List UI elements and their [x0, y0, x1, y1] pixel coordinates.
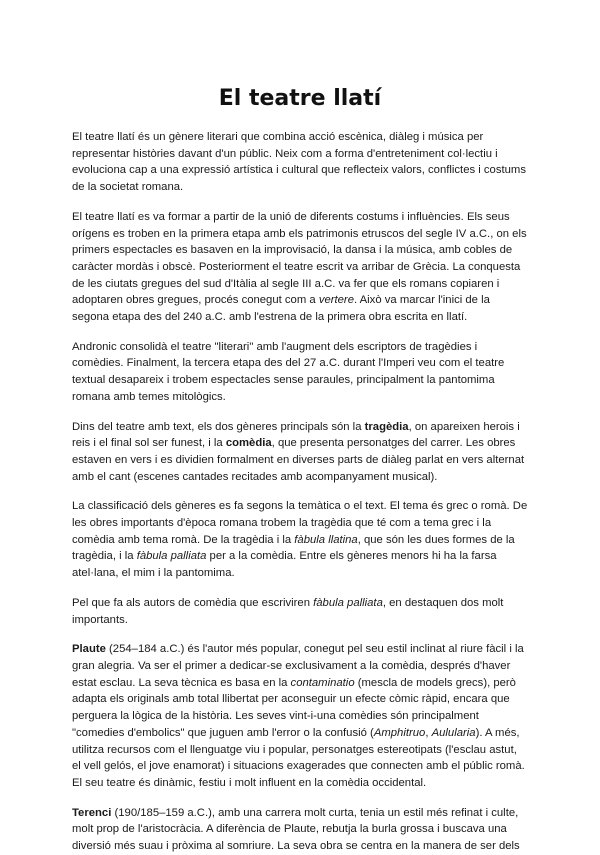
term-fabula-llatina: fàbula llatina: [294, 533, 358, 546]
author-terenci: Terenci: [72, 806, 112, 819]
paragraph-terenci: Terenci (190/185–159 a.C.), amb una carrera molt curta, tenia un estil més refinat i culte, molt prop de l'aristocràcia. A diferència de Plaute, rebutja la burla grossa i buscava una diversió més suau i pròxima al somriure. La seva obra se centra en la manera de ser dels: [72, 806, 520, 853]
work-aulularia: Aulularia: [431, 726, 476, 739]
term-fabula-palliata-2: fàbula palliata: [313, 596, 383, 609]
paragraph-classification: La classificació dels gèneres es fa segons la temàtica o el text. El tema és grec o romà. De les obres importants d'època romana trobem la tragèdia que té com a tema grec i la comèdia amb tema romà. De la tragèdia i la fàbula llatina, que són les dues formes de la tragèdia, i la fàbula palliata per a la comèdia. Entre els gèneres menors hi ha la farsa atel·lana, el mim i la pantomima.: [72, 500, 528, 580]
term-comedia: comèdia: [225, 437, 272, 450]
paragraph-plaute: Plaute (254–184 a.C.) és l'autor més popular, conegut pel seu estil inclinat al riure fàcil i la gran alegria. Va ser el primer a dedicar-se exclusivament a la comèdia, després d'haver estat esclau. La seva tècnica es basa en la contaminatio (mescla de models grecs), però adapta els originals amb total llibertat per aconseguir un efecte còmic ràpid, encara que perguera la lògica de la història. Les seves vint-i-una comèdies són principalment "comedies d'embolics" que juguen amb l'error o la confusió (Amphitruo, Aulularia). A més, utilitza recursos com el llenguatge viu i popular, personatges estereotipats (l'esclau astut, el vell gelós, el jove enamorat) i situacions exagerades que connecten amb el públic romà. El seu teatre és dinàmic, festiu i molt influent en la comèdia occidental.: [72, 643, 525, 789]
document-title: El teatre llatí: [218, 86, 382, 111]
paragraph-intro: El teatre llatí és un gènere literari que combina acció escènica, diàleg i música per representar històries davant d'un públic. Neix com a forma d'entreteniment col·lectiu i evoluciona cap a una expressió artística i cultural que reflecteix valors, conflictes i costums de la societat romana.: [72, 131, 526, 194]
term-contaminatio: contaminatio: [290, 676, 355, 689]
author-plaute: Plaute: [72, 643, 106, 656]
work-amphitruo: Amphitruo: [373, 726, 426, 739]
term-fabula-palliata: fàbula palliata: [136, 550, 207, 563]
term-tragedia: tragèdia: [364, 420, 409, 433]
term-vertere: vertere: [318, 294, 354, 307]
paragraph-andronic: Andronic consolidà el teatre "literari" amb l'augment dels escriptors de tragèdies i comèdies. Finalment, la tercera etapa des del 27 a.C. durant l'Imperi veu com el teatre textual desapareix i trobem espectacles sense paraules, principalment la pantomima romana amb temes mitològics.: [72, 340, 505, 403]
paragraph-origins: El teatre llatí es va formar a partir de la unió de diferents costums i influències. Els seus orígens es troben en la primera etapa amb els patrimonis etruscos del segle IV a.C., on els primers espectacles es basaven en la improvisació, la dansa i la música, amb cobles de caràcter mordàs i obscè. Posteriorment el teatre escrit va arribar de Grècia. La conquesta de les ciutats gregues del sud d'Itàlia al segle III a.C. va fer que els romans copiaren i adoptaren obres gregues, procés conegut com a vertere. Això va marcar l'inici de la segona etapa des del 240 a.C. amb l'estrena de la primera obra escrita en llatí.: [72, 210, 527, 324]
paragraph-genres: Dins del teatre amb text, els dos gèneres principals són la tragèdia, on apareixen herois i reis i el final sol ser funest, i la comèdia, que presenta personatges del carrer. Les obres estaven en vers i es dividien formalment en diverses parts de diàleg parlat en vers alternat amb el cant (escenes cantades recitades amb acompanyament musical).: [72, 420, 525, 483]
paragraph-authors: Pel que fa als autors de comèdia que escriviren fàbula palliata, en destaquen dos molt importants.: [72, 596, 504, 626]
